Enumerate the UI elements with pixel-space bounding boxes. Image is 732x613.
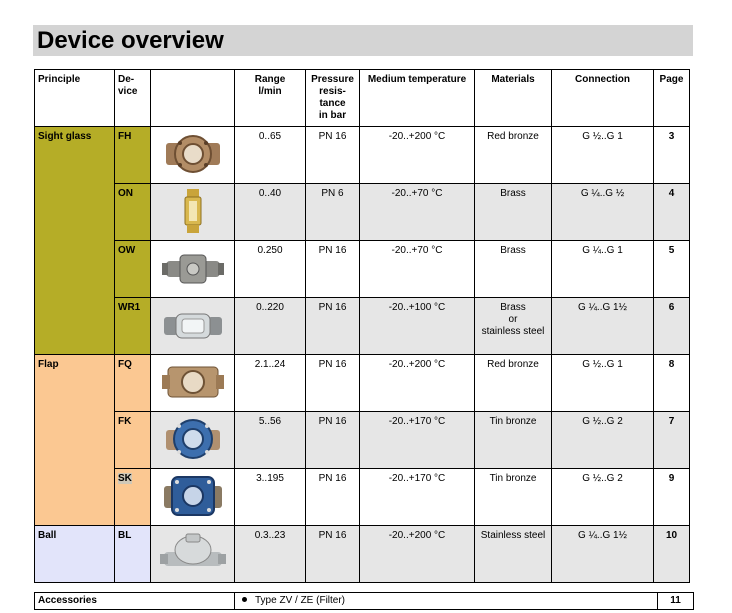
header-page: Page: [654, 70, 690, 127]
device-code: WR1: [115, 298, 151, 355]
header-range: Range l/min: [235, 70, 306, 127]
bullet-icon: [242, 597, 247, 602]
device-image-cell: [151, 184, 235, 241]
device-code: ON: [115, 184, 151, 241]
page-number: 7: [654, 412, 690, 469]
range: 0.3..23: [235, 526, 306, 583]
medium-temperature: -20..+200 °C: [360, 355, 475, 412]
pressure: PN 16: [306, 241, 360, 298]
device-overview-table: [34, 69, 690, 583]
range: 0..65: [235, 127, 306, 184]
blue-flap-sk-image: [158, 471, 228, 521]
medium-temperature: -20..+200 °C: [360, 526, 475, 583]
stainless-sight-glass-image: [158, 300, 228, 350]
device-image-cell: [151, 298, 235, 355]
device-image-cell: [151, 127, 235, 184]
range: 3..195: [235, 469, 306, 526]
connection: G ½..G 2: [552, 469, 654, 526]
header-materials: Materials: [475, 70, 552, 127]
accessories-row: [35, 593, 694, 610]
materials: Brass or stainless steel: [475, 298, 552, 355]
materials: Stainless steel: [475, 526, 552, 583]
table-row: [35, 412, 690, 469]
principle-sight-glass: Sight glass: [35, 127, 115, 355]
device-code: OW: [115, 241, 151, 298]
stainless-ball-image: [158, 528, 228, 578]
table-row: [35, 241, 690, 298]
brass-inline-sight-glass-image: [158, 186, 228, 236]
header-principle: Principle: [35, 70, 115, 127]
principle-flap: Flap: [35, 355, 115, 526]
medium-temperature: -20..+170 °C: [360, 469, 475, 526]
header-medium-temperature: Medium temperature: [360, 70, 475, 127]
range: 0..220: [235, 298, 306, 355]
connection: G ½..G 2: [552, 412, 654, 469]
device-code: FH: [115, 127, 151, 184]
page-number: 8: [654, 355, 690, 412]
pressure: PN 16: [306, 127, 360, 184]
connection: G ¼..G 1½: [552, 298, 654, 355]
pressure: PN 16: [306, 298, 360, 355]
header-image: [151, 70, 235, 127]
page-title: Device overview: [37, 27, 224, 54]
accessories-item: Type ZV / ZE (Filter): [235, 593, 658, 610]
principle-ball: Ball: [35, 526, 115, 583]
range: 5..56: [235, 412, 306, 469]
brass-sight-glass-ow-image: [158, 243, 228, 293]
range: 2.1..24: [235, 355, 306, 412]
title-bar: [33, 25, 693, 56]
pressure: PN 16: [306, 526, 360, 583]
header-connection: Connection: [552, 70, 654, 127]
connection: G ¼..G 1½: [552, 526, 654, 583]
page-number: 9: [654, 469, 690, 526]
medium-temperature: -20..+200 °C: [360, 127, 475, 184]
connection: G ½..G 1: [552, 127, 654, 184]
device-image-cell: [151, 526, 235, 583]
red-bronze-sight-glass-image: [158, 129, 228, 179]
pressure: PN 16: [306, 412, 360, 469]
blue-flap-fk-image: [158, 414, 228, 464]
connection: G ¼..G ½: [552, 184, 654, 241]
accessories-page: 11: [658, 593, 694, 610]
materials: Red bronze: [475, 355, 552, 412]
cut-off-text-fragment: [36, 0, 39, 3]
accessories-table: [34, 592, 694, 610]
connection: G ¼..G 1: [552, 241, 654, 298]
device-code: FQ: [115, 355, 151, 412]
page-number: 6: [654, 298, 690, 355]
pressure: PN 16: [306, 469, 360, 526]
table-row: [35, 355, 690, 412]
medium-temperature: -20..+70 °C: [360, 184, 475, 241]
header-row: [35, 70, 690, 127]
header-pressure: Pressure resis- tance in bar: [306, 70, 360, 127]
pressure: PN 6: [306, 184, 360, 241]
device-code: BL: [115, 526, 151, 583]
table-row: [35, 298, 690, 355]
device-image-cell: [151, 355, 235, 412]
medium-temperature: -20..+70 °C: [360, 241, 475, 298]
medium-temperature: -20..+100 °C: [360, 298, 475, 355]
range: 0..40: [235, 184, 306, 241]
medium-temperature: -20..+170 °C: [360, 412, 475, 469]
materials: Tin bronze: [475, 412, 552, 469]
table-row: [35, 184, 690, 241]
connection: G ½..G 1: [552, 355, 654, 412]
pressure: PN 16: [306, 355, 360, 412]
device-image-cell: [151, 412, 235, 469]
table-row: [35, 127, 690, 184]
device-image-cell: [151, 241, 235, 298]
page-number: 5: [654, 241, 690, 298]
device-code: SK: [115, 469, 151, 526]
device-code: FK: [115, 412, 151, 469]
red-bronze-flap-image: [158, 357, 228, 407]
table-row: [35, 469, 690, 526]
page-number: 4: [654, 184, 690, 241]
device-image-cell: [151, 469, 235, 526]
accessories-label: Accessories: [35, 593, 235, 610]
page-number: 3: [654, 127, 690, 184]
materials: Brass: [475, 184, 552, 241]
materials: Brass: [475, 241, 552, 298]
table-row: [35, 526, 690, 583]
page-number: 10: [654, 526, 690, 583]
materials: Tin bronze: [475, 469, 552, 526]
range: 0.250: [235, 241, 306, 298]
header-device: De- vice: [115, 70, 151, 127]
materials: Red bronze: [475, 127, 552, 184]
